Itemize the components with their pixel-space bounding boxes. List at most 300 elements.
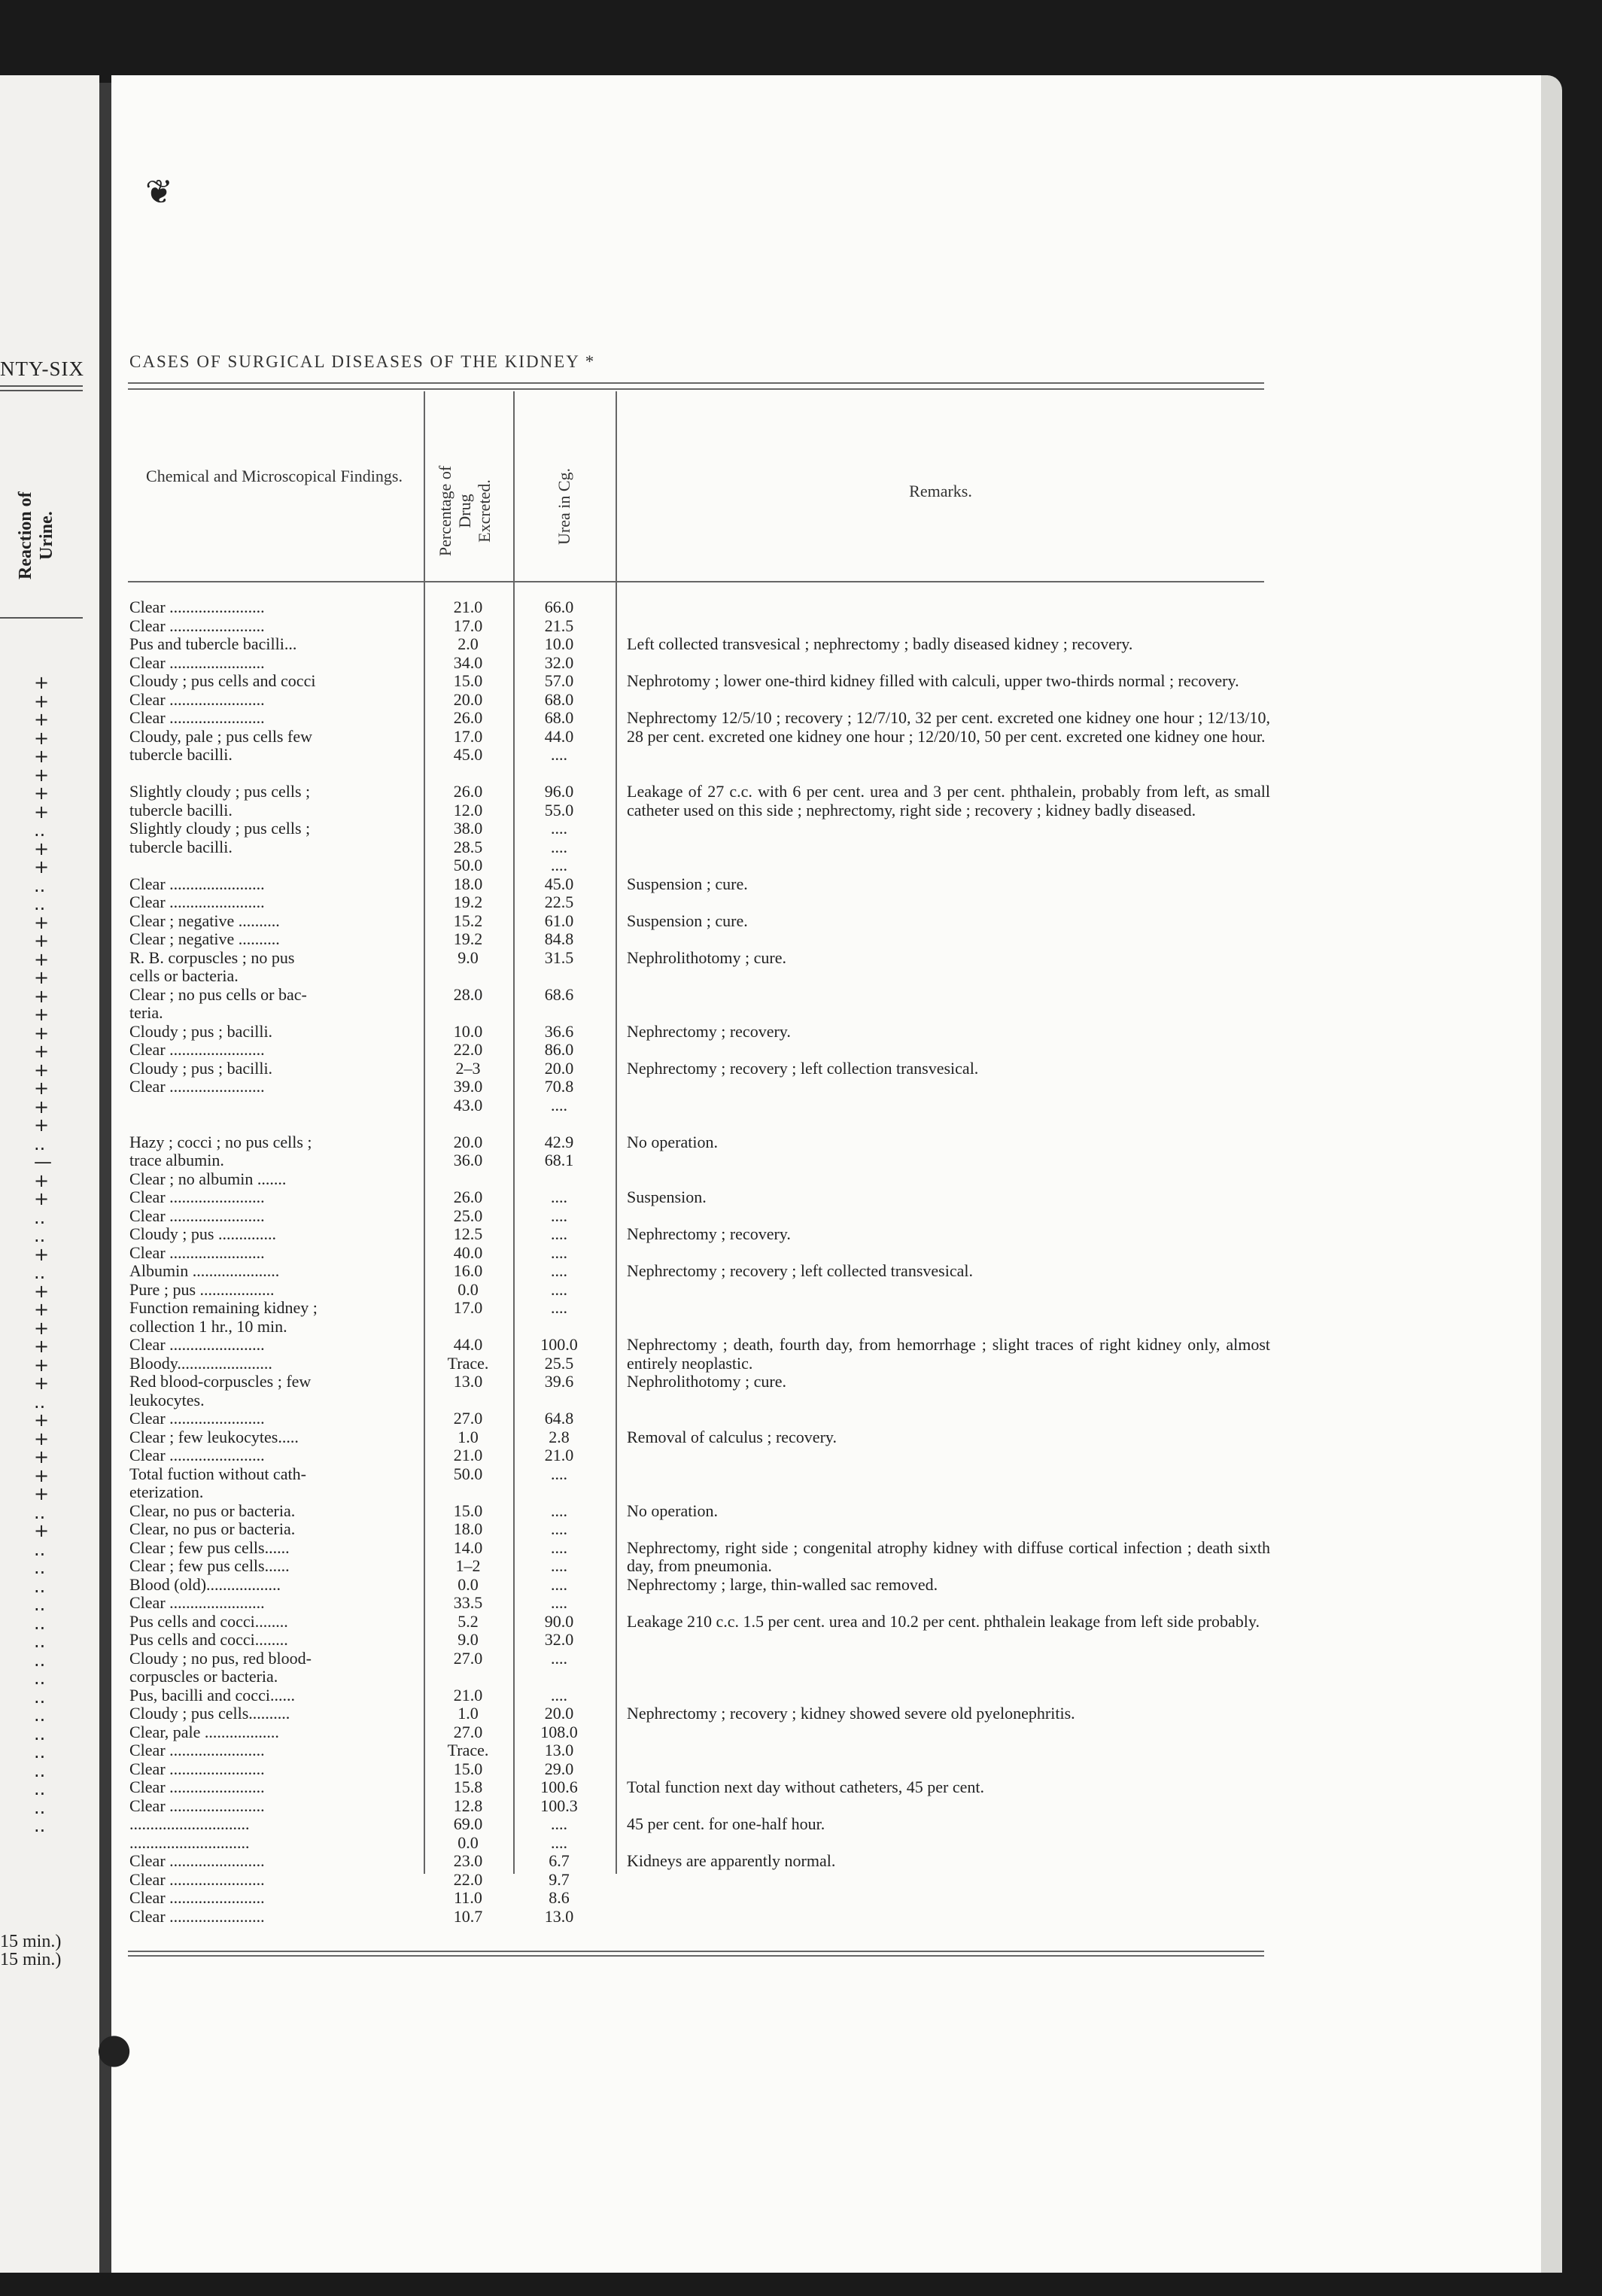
urea-cell: ....: [551, 1501, 567, 1520]
reaction-mark: +: [34, 1483, 50, 1504]
reaction-mark: ..: [34, 893, 46, 914]
reaction-mark: ..: [34, 1631, 46, 1652]
urea-cell: 31.5: [544, 947, 574, 967]
urea-cell: ....: [551, 1593, 567, 1612]
percentage-cell: 21.0: [453, 1446, 483, 1464]
remark-text: Suspension ; cure.: [627, 874, 748, 893]
percentage-cell: 69.0: [453, 1814, 483, 1833]
percentage-cell: 28.0: [453, 984, 483, 1004]
findings-cell: Clear .......................: [129, 1188, 265, 1206]
bottom-rule: [128, 1951, 1264, 1952]
findings-cell: Hazy ; cocci ; no pus cells ;: [129, 1133, 312, 1151]
percentage-cell: 21.0: [453, 1685, 483, 1705]
findings-cell: Slightly cloudy ; pus cells ;: [129, 783, 311, 801]
urea-cell: 21.5: [544, 616, 574, 635]
percentage-cell: 12.8: [453, 1796, 483, 1815]
reaction-mark: +: [34, 746, 50, 767]
reaction-mark: +: [34, 1336, 50, 1357]
reaction-mark: +: [34, 1464, 50, 1486]
urea-cell: ....: [551, 1261, 567, 1280]
findings-cell: Clear .......................: [129, 1870, 265, 1889]
reaction-mark: +: [34, 930, 50, 951]
reaction-mark: +: [34, 1022, 50, 1044]
remark-text: Nephrectomy, right side ; congenital atrophy kidney with diffuse cortical infection ; death sixth day, from pneumonia.: [627, 1537, 1270, 1575]
urea-cell: 45.0: [544, 874, 574, 893]
reaction-of-urine-header: [15, 491, 57, 579]
reaction-mark: ..: [34, 1796, 46, 1818]
findings-cell: Clear, pale ..................: [129, 1723, 279, 1741]
percentage-cell: 21.0: [453, 598, 483, 616]
findings-cell: leukocytes.: [129, 1391, 205, 1410]
urea-cell: ....: [551, 1298, 567, 1317]
findings-cell: Clear ; negative ..........: [129, 930, 280, 948]
findings-header: Chemical and Microscopical Findings.: [146, 467, 403, 485]
remark-text: Kidneys are apparently normal.: [627, 1851, 836, 1870]
reaction-mark: +: [34, 1299, 50, 1320]
reaction-mark: +: [34, 783, 50, 804]
percentage-cell: 25.0: [453, 1206, 483, 1225]
reaction-mark: +: [34, 801, 50, 823]
findings-cell: .............................: [129, 1833, 250, 1852]
findings-cell: Clear ; few leukocytes.....: [129, 1428, 299, 1446]
reaction-mark: +: [34, 1078, 50, 1099]
findings-cell: Clear .......................: [129, 1796, 265, 1815]
reaction-mark: ..: [34, 1612, 46, 1634]
findings-cell: Clear .......................: [129, 1243, 265, 1262]
remark-text: Nephrectomy ; recovery ; left collection transvesical.: [627, 1058, 979, 1078]
percentage-cell: 0.0: [457, 1574, 479, 1594]
reaction-mark: +: [34, 1004, 50, 1025]
percentage-cell: 33.5: [453, 1593, 483, 1612]
urea-cell: ....: [551, 856, 567, 874]
reaction-mark: ..: [34, 1557, 46, 1578]
urea-cell: 84.8: [544, 929, 574, 948]
reaction-mark: +: [34, 1188, 50, 1209]
findings-cell: Clear .......................: [129, 690, 265, 709]
urea-cell: ....: [551, 1224, 567, 1243]
percentage-cell: 0.0: [457, 1279, 479, 1299]
findings-cell: Clear ; negative ..........: [129, 911, 280, 930]
column-divider: [424, 391, 425, 1874]
reaction-header-line: Urine.: [37, 511, 56, 561]
findings-cell: Function remaining kidney ;: [129, 1299, 318, 1317]
percentage-cell: Trace.: [447, 1741, 489, 1759]
percentage-cell: 15.8: [453, 1777, 483, 1796]
remark-text: Nephrectomy ; large, thin-walled sac removed.: [627, 1574, 938, 1594]
urea-cell: ....: [551, 1206, 567, 1225]
findings-cell: Pus cells and cocci........: [129, 1612, 288, 1631]
findings-cell: Clear .......................: [129, 1336, 265, 1354]
reaction-mark: ..: [34, 1759, 46, 1781]
left-page-fragment: [0, 75, 99, 2273]
percentage-cell: 11.0: [454, 1888, 482, 1907]
findings-cell: Cloudy ; pus cells and cocci: [129, 672, 316, 690]
findings-cell: Clear .......................: [129, 1078, 265, 1096]
remark-text: Nephrolithotomy ; cure.: [627, 947, 787, 967]
percentage-cell: 40.0: [453, 1242, 483, 1262]
reaction-mark: +: [34, 838, 50, 859]
reaction-mark: ..: [34, 1741, 46, 1762]
urea-cell: 96.0: [544, 782, 574, 801]
urea-cell: ....: [551, 1279, 567, 1299]
urea-cell: 68.0: [544, 689, 574, 709]
percentage-cell: 17.0: [453, 616, 483, 635]
percentage-cell: 13.0: [453, 1372, 483, 1391]
urea-cell: 61.0: [544, 911, 574, 930]
reaction-mark: ..: [34, 874, 46, 896]
page-title: CASES OF SURGICAL DISEASES OF THE KIDNEY *: [129, 352, 596, 371]
reaction-mark: ..: [34, 1686, 46, 1708]
percentage-cell: 26.0: [453, 782, 483, 801]
remark-text: Nephrolithotomy ; cure.: [627, 1372, 787, 1391]
percentage-cell: 10.0: [453, 1021, 483, 1041]
reaction-mark: +: [34, 1041, 50, 1062]
urea-cell: 32.0: [544, 652, 574, 672]
urea-cell: ....: [551, 1464, 567, 1483]
findings-cell: collection 1 hr., 10 min.: [129, 1317, 287, 1336]
percentage-cell: 50.0: [453, 856, 483, 874]
findings-cell: Clear .......................: [129, 1778, 265, 1796]
reaction-mark: +: [34, 1520, 50, 1541]
urea-cell: 21.0: [544, 1446, 574, 1464]
remark-text: Nephrectomy ; recovery.: [627, 1224, 791, 1243]
reaction-mark: +: [34, 672, 50, 693]
book-gutter: [99, 83, 111, 2273]
reaction-mark: ..: [34, 1206, 46, 1228]
findings-cell: Blood (old)..................: [129, 1575, 281, 1594]
urea-cell: ....: [551, 1574, 567, 1594]
findings-cell: Clear .......................: [129, 1594, 265, 1612]
reaction-mark: +: [34, 727, 50, 749]
percentage-cell: 20.0: [453, 689, 483, 709]
urea-cell: 9.7: [549, 1869, 570, 1889]
findings-cell: R. B. corpuscles ; no pus: [129, 948, 295, 967]
urea-cell: 42.9: [544, 1132, 574, 1151]
percentage-cell: 9.0: [457, 947, 479, 967]
urea-cell: ....: [551, 819, 567, 838]
percentage-cell: 44.0: [453, 1335, 483, 1354]
findings-cell: Clear .......................: [129, 1889, 265, 1907]
remark-text: Nephrectomy ; recovery ; kidney showed severe old pyelonephritis.: [627, 1704, 1075, 1723]
percentage-cell: 18.0: [453, 1519, 483, 1538]
findings-cell: Clear ; few pus cells......: [129, 1538, 290, 1557]
urea-cell: 66.0: [544, 598, 574, 616]
percentage-header: [436, 443, 494, 579]
findings-cell: Clear .......................: [129, 1041, 265, 1059]
findings-cell: Clear .......................: [129, 1759, 265, 1778]
reaction-mark: ..: [34, 1133, 46, 1154]
urea-cell: 25.5: [544, 1353, 574, 1373]
findings-cell: tubercle bacilli.: [129, 746, 233, 764]
time-fragment: 15 min.): [0, 1950, 62, 1969]
percentage-cell: 12.5: [453, 1224, 483, 1243]
bottom-rule: [128, 1955, 1264, 1957]
percentage-cell: 26.0: [453, 708, 483, 727]
findings-cell: trace albumin.: [129, 1151, 224, 1169]
reaction-mark: ..: [34, 1594, 46, 1615]
findings-cell: Clear, no pus or bacteria.: [129, 1520, 296, 1538]
percentage-cell: 22.0: [453, 1040, 483, 1059]
remark-text: Nephrectomy ; death, fourth day, from hemorrhage ; slight traces of right kidney only, almost entirely neoplastic.: [627, 1335, 1270, 1373]
urea-cell: 68.6: [544, 984, 574, 1004]
remark-text: Left collected transvesical ; nephrectomy ; badly diseased kidney ; recovery.: [627, 634, 1133, 653]
findings-cell: Slightly cloudy ; pus cells ;: [129, 820, 311, 838]
remark-text: No operation.: [627, 1501, 718, 1520]
urea-cell: ....: [551, 1537, 567, 1557]
reaction-mark: ..: [34, 1723, 46, 1744]
percentage-cell: 27.0: [453, 1722, 483, 1741]
findings-cell: eterization.: [129, 1483, 204, 1501]
urea-cell: ....: [551, 1648, 567, 1668]
urea-cell: 44.0: [544, 726, 574, 746]
urea-cell: ....: [551, 1188, 567, 1206]
percentage-cell: Trace.: [447, 1353, 489, 1373]
reaction-mark: +: [34, 985, 50, 1007]
left-page-rule: [0, 617, 83, 619]
reaction-mark: +: [34, 1059, 50, 1081]
reaction-mark: +: [34, 690, 50, 712]
urea-cell: 8.6: [549, 1888, 570, 1907]
urea-cell: 55.0: [544, 800, 574, 820]
percentage-cell: 10.7: [453, 1906, 483, 1926]
findings-cell: Clear ; few pus cells......: [129, 1557, 290, 1575]
percentage-cell: 18.0: [453, 874, 483, 893]
percentage-cell: 15.0: [453, 1759, 483, 1778]
percentage-cell: 19.2: [453, 893, 483, 911]
urea-cell: ....: [551, 745, 567, 764]
reaction-mark: +: [34, 1317, 50, 1339]
percentage-cell: 1.0: [457, 1427, 479, 1446]
findings-cell: Clear .......................: [129, 893, 265, 911]
findings-cell: Cloudy ; no pus, red blood-: [129, 1649, 312, 1668]
findings-cell: Pus cells and cocci........: [129, 1631, 288, 1649]
percentage-cell: 16.0: [453, 1261, 483, 1280]
urea-cell: ....: [551, 1556, 567, 1575]
remark-text: Nephrectomy ; recovery ; left collected transvesical.: [627, 1261, 973, 1280]
reaction-mark: ..: [34, 1501, 46, 1523]
reaction-header-line: Reaction of: [16, 491, 35, 579]
percentage-cell: 15.0: [453, 1501, 483, 1520]
urea-cell: 100.0: [540, 1335, 578, 1354]
reaction-mark: +: [34, 1410, 50, 1431]
reaction-mark: ..: [34, 1668, 46, 1689]
percentage-cell: 38.0: [453, 819, 483, 838]
findings-cell: .............................: [129, 1815, 250, 1833]
urea-cell: 100.3: [540, 1796, 578, 1815]
urea-cell: ....: [551, 1685, 567, 1705]
findings-cell: Pus, bacilli and cocci......: [129, 1686, 295, 1705]
remark-text: Nephrectomy 12/5/10 ; recovery ; 12/7/10, 32 per cent. excreted one kidney one hour ; 12/13/10, 28 per cent. excreted one kidney one hour ; 12/20/10, 50 per cent. excreted one kidney one hour.: [627, 708, 1270, 746]
urea-cell: 29.0: [544, 1759, 574, 1778]
reaction-mark: ..: [34, 1778, 46, 1799]
urea-cell: 13.0: [544, 1741, 574, 1759]
urea-header: Urea in Cg.: [555, 467, 573, 546]
reaction-mark: +: [34, 856, 50, 877]
left-page-header: NTY-SIX: [0, 357, 84, 380]
findings-cell: Clear ; no pus cells or bac-: [129, 985, 307, 1004]
urea-cell: 32.0: [544, 1630, 574, 1649]
column-divider: [513, 391, 515, 1874]
percentage-cell: 15.2: [453, 911, 483, 930]
urea-cell: 2.8: [549, 1427, 570, 1446]
remark-text: Total function next day without catheters, 45 per cent.: [627, 1777, 984, 1796]
findings-cell: Clear, no pus or bacteria.: [129, 1501, 296, 1520]
findings-cell: Albumin .....................: [129, 1262, 280, 1280]
ink-blot-icon: ❦: [145, 173, 173, 211]
findings-cell: Clear .......................: [129, 616, 265, 635]
reaction-mark: +: [34, 1280, 50, 1302]
findings-cell: Cloudy ; pus ..............: [129, 1225, 276, 1243]
reaction-mark: +: [34, 1373, 50, 1394]
urea-cell: ....: [551, 1095, 567, 1115]
remark-text: Leakage 210 c.c. 1.5 per cent. urea and 10.2 per cent. phthalein leakage from left side probably.: [627, 1611, 1260, 1631]
urea-cell: 100.6: [540, 1777, 578, 1796]
reaction-mark: +: [34, 967, 50, 988]
urea-cell: 86.0: [544, 1040, 574, 1059]
remark-text: Nephrectomy ; recovery.: [627, 1021, 791, 1041]
reaction-mark: +: [34, 764, 50, 786]
findings-cell: Clear .......................: [129, 1741, 265, 1759]
findings-cell: Total fuction without cath-: [129, 1464, 306, 1483]
remark-text: Nephrotomy ; lower one-third kidney filled with calculi, upper two-thirds normal ; recovery.: [627, 671, 1239, 690]
findings-cell: Clear .......................: [129, 709, 265, 727]
urea-cell: 64.8: [544, 1409, 574, 1428]
urea-cell: 36.6: [544, 1021, 574, 1041]
findings-cell: Clear .......................: [129, 874, 265, 893]
percentage-cell: 1.0: [457, 1704, 479, 1723]
percentage-cell: 43.0: [453, 1095, 483, 1115]
reaction-mark: +: [34, 1428, 50, 1449]
title-rule: [128, 388, 1264, 390]
urea-cell: 22.5: [544, 893, 574, 911]
findings-cell: Clear .......................: [129, 1852, 265, 1870]
urea-cell: 10.0: [544, 634, 574, 653]
ink-blot-icon: ●: [96, 2024, 132, 2072]
percentage-cell: 12.0: [453, 800, 483, 820]
reaction-mark: +: [34, 948, 50, 970]
left-page-rule: [0, 390, 83, 391]
urea-cell: 70.8: [544, 1077, 574, 1096]
urea-cell: 68.1: [544, 1151, 574, 1169]
reaction-mark: —: [34, 1151, 52, 1172]
percentage-cell: 28.5: [453, 837, 483, 856]
percentage-cell: 19.2: [453, 929, 483, 948]
percentage-cell: 15.0: [453, 671, 483, 690]
percentage-cell: 17.0: [453, 1298, 483, 1317]
findings-cell: Clear .......................: [129, 1206, 265, 1225]
percentage-cell: 27.0: [453, 1409, 483, 1428]
findings-cell: Clear ; no albumin .......: [129, 1169, 287, 1188]
reaction-mark: +: [34, 1169, 50, 1191]
reaction-mark: +: [34, 911, 50, 933]
reaction-mark: ..: [34, 1391, 46, 1413]
findings-cell: Red blood-corpuscles ; few: [129, 1373, 312, 1391]
findings-cell: Clear .......................: [129, 598, 265, 616]
remark-text: Leakage of 27 c.c. with 6 per cent. urea and 3 per cent. phthalein, probably from left, as small catheter used on this side ; nephrectomy, right side ; recovery ; kidney badly diseased.: [627, 782, 1270, 820]
reaction-mark: ..: [34, 1705, 46, 1726]
reaction-mark: ..: [34, 1649, 46, 1671]
findings-cell: Cloudy ; pus ; bacilli.: [129, 1059, 273, 1078]
findings-cell: Clear .......................: [129, 1410, 265, 1428]
findings-cell: Bloody.......................: [129, 1354, 272, 1373]
percentage-cell: 9.0: [457, 1630, 479, 1649]
findings-cell: Clear .......................: [129, 1907, 265, 1926]
percentage-cell: 45.0: [453, 745, 483, 764]
findings-cell: Cloudy ; pus cells..........: [129, 1705, 290, 1723]
reaction-mark: ..: [34, 1262, 46, 1283]
reaction-mark: ..: [34, 820, 46, 841]
findings-cell: Cloudy, pale ; pus cells few: [129, 727, 312, 746]
urea-cell: 68.0: [544, 708, 574, 727]
findings-cell: corpuscles or bacteria.: [129, 1668, 278, 1686]
remark-text: Removal of calculus ; recovery.: [627, 1427, 837, 1446]
percentage-cell: 1–2: [455, 1556, 481, 1575]
percentage-cell: 50.0: [453, 1464, 483, 1483]
percentage-cell: 2.0: [457, 634, 479, 653]
percentage-cell: 22.0: [453, 1869, 483, 1889]
percentage-cell: 27.0: [453, 1648, 483, 1668]
urea-cell: ....: [551, 837, 567, 856]
percentage-cell: 36.0: [453, 1151, 483, 1169]
reaction-mark: ..: [34, 1538, 46, 1560]
urea-cell: 108.0: [540, 1722, 578, 1741]
urea-cell: 90.0: [544, 1611, 574, 1631]
reaction-mark: ..: [34, 1225, 46, 1246]
reaction-mark: +: [34, 1243, 50, 1265]
remark-text: Suspension ; cure.: [627, 911, 748, 930]
percentage-cell: 26.0: [453, 1188, 483, 1206]
remark-text: Suspension.: [627, 1188, 707, 1206]
percentage-cell: 39.0: [453, 1077, 483, 1096]
findings-cell: Cloudy ; pus ; bacilli.: [129, 1022, 273, 1041]
percentage-header-line: Percentage of: [436, 465, 454, 557]
findings-cell: teria.: [129, 1004, 163, 1022]
urea-cell: 6.7: [549, 1851, 570, 1870]
urea-cell: 13.0: [544, 1906, 574, 1926]
urea-cell: 39.6: [544, 1372, 574, 1391]
left-page-rule: [0, 385, 83, 387]
percentage-cell: 20.0: [453, 1132, 483, 1151]
findings-cell: Pure ; pus ..................: [129, 1280, 275, 1299]
percentage-cell: 34.0: [453, 652, 483, 672]
urea-cell: ....: [551, 1519, 567, 1538]
urea-cell: ....: [551, 1814, 567, 1833]
findings-cell: tubercle bacilli.: [129, 838, 233, 856]
findings-cell: tubercle bacilli.: [129, 801, 233, 820]
title-rule: [128, 382, 1264, 384]
reaction-mark: +: [34, 1096, 50, 1118]
findings-cell: Clear .......................: [129, 1446, 265, 1464]
remarks-header: Remarks.: [909, 482, 972, 500]
time-fragment: 15 min.): [0, 1932, 62, 1951]
reaction-mark: +: [34, 1446, 50, 1467]
remark-text: No operation.: [627, 1132, 718, 1151]
percentage-cell: 23.0: [453, 1851, 483, 1870]
reaction-mark: +: [34, 1115, 50, 1136]
urea-cell: ....: [551, 1242, 567, 1262]
findings-cell: Pus and tubercle bacilli...: [129, 635, 297, 653]
urea-cell: ....: [551, 1832, 567, 1852]
percentage-cell: 17.0: [453, 726, 483, 746]
percentage-header-line: Excreted.: [475, 479, 494, 543]
percentage-header-line: Drug: [455, 494, 474, 528]
urea-cell: 20.0: [544, 1704, 574, 1723]
urea-cell: 57.0: [544, 671, 574, 690]
column-divider: [616, 391, 617, 1874]
percentage-cell: 0.0: [457, 1832, 479, 1852]
header-rule: [128, 581, 1264, 582]
findings-cell: Clear .......................: [129, 653, 265, 672]
